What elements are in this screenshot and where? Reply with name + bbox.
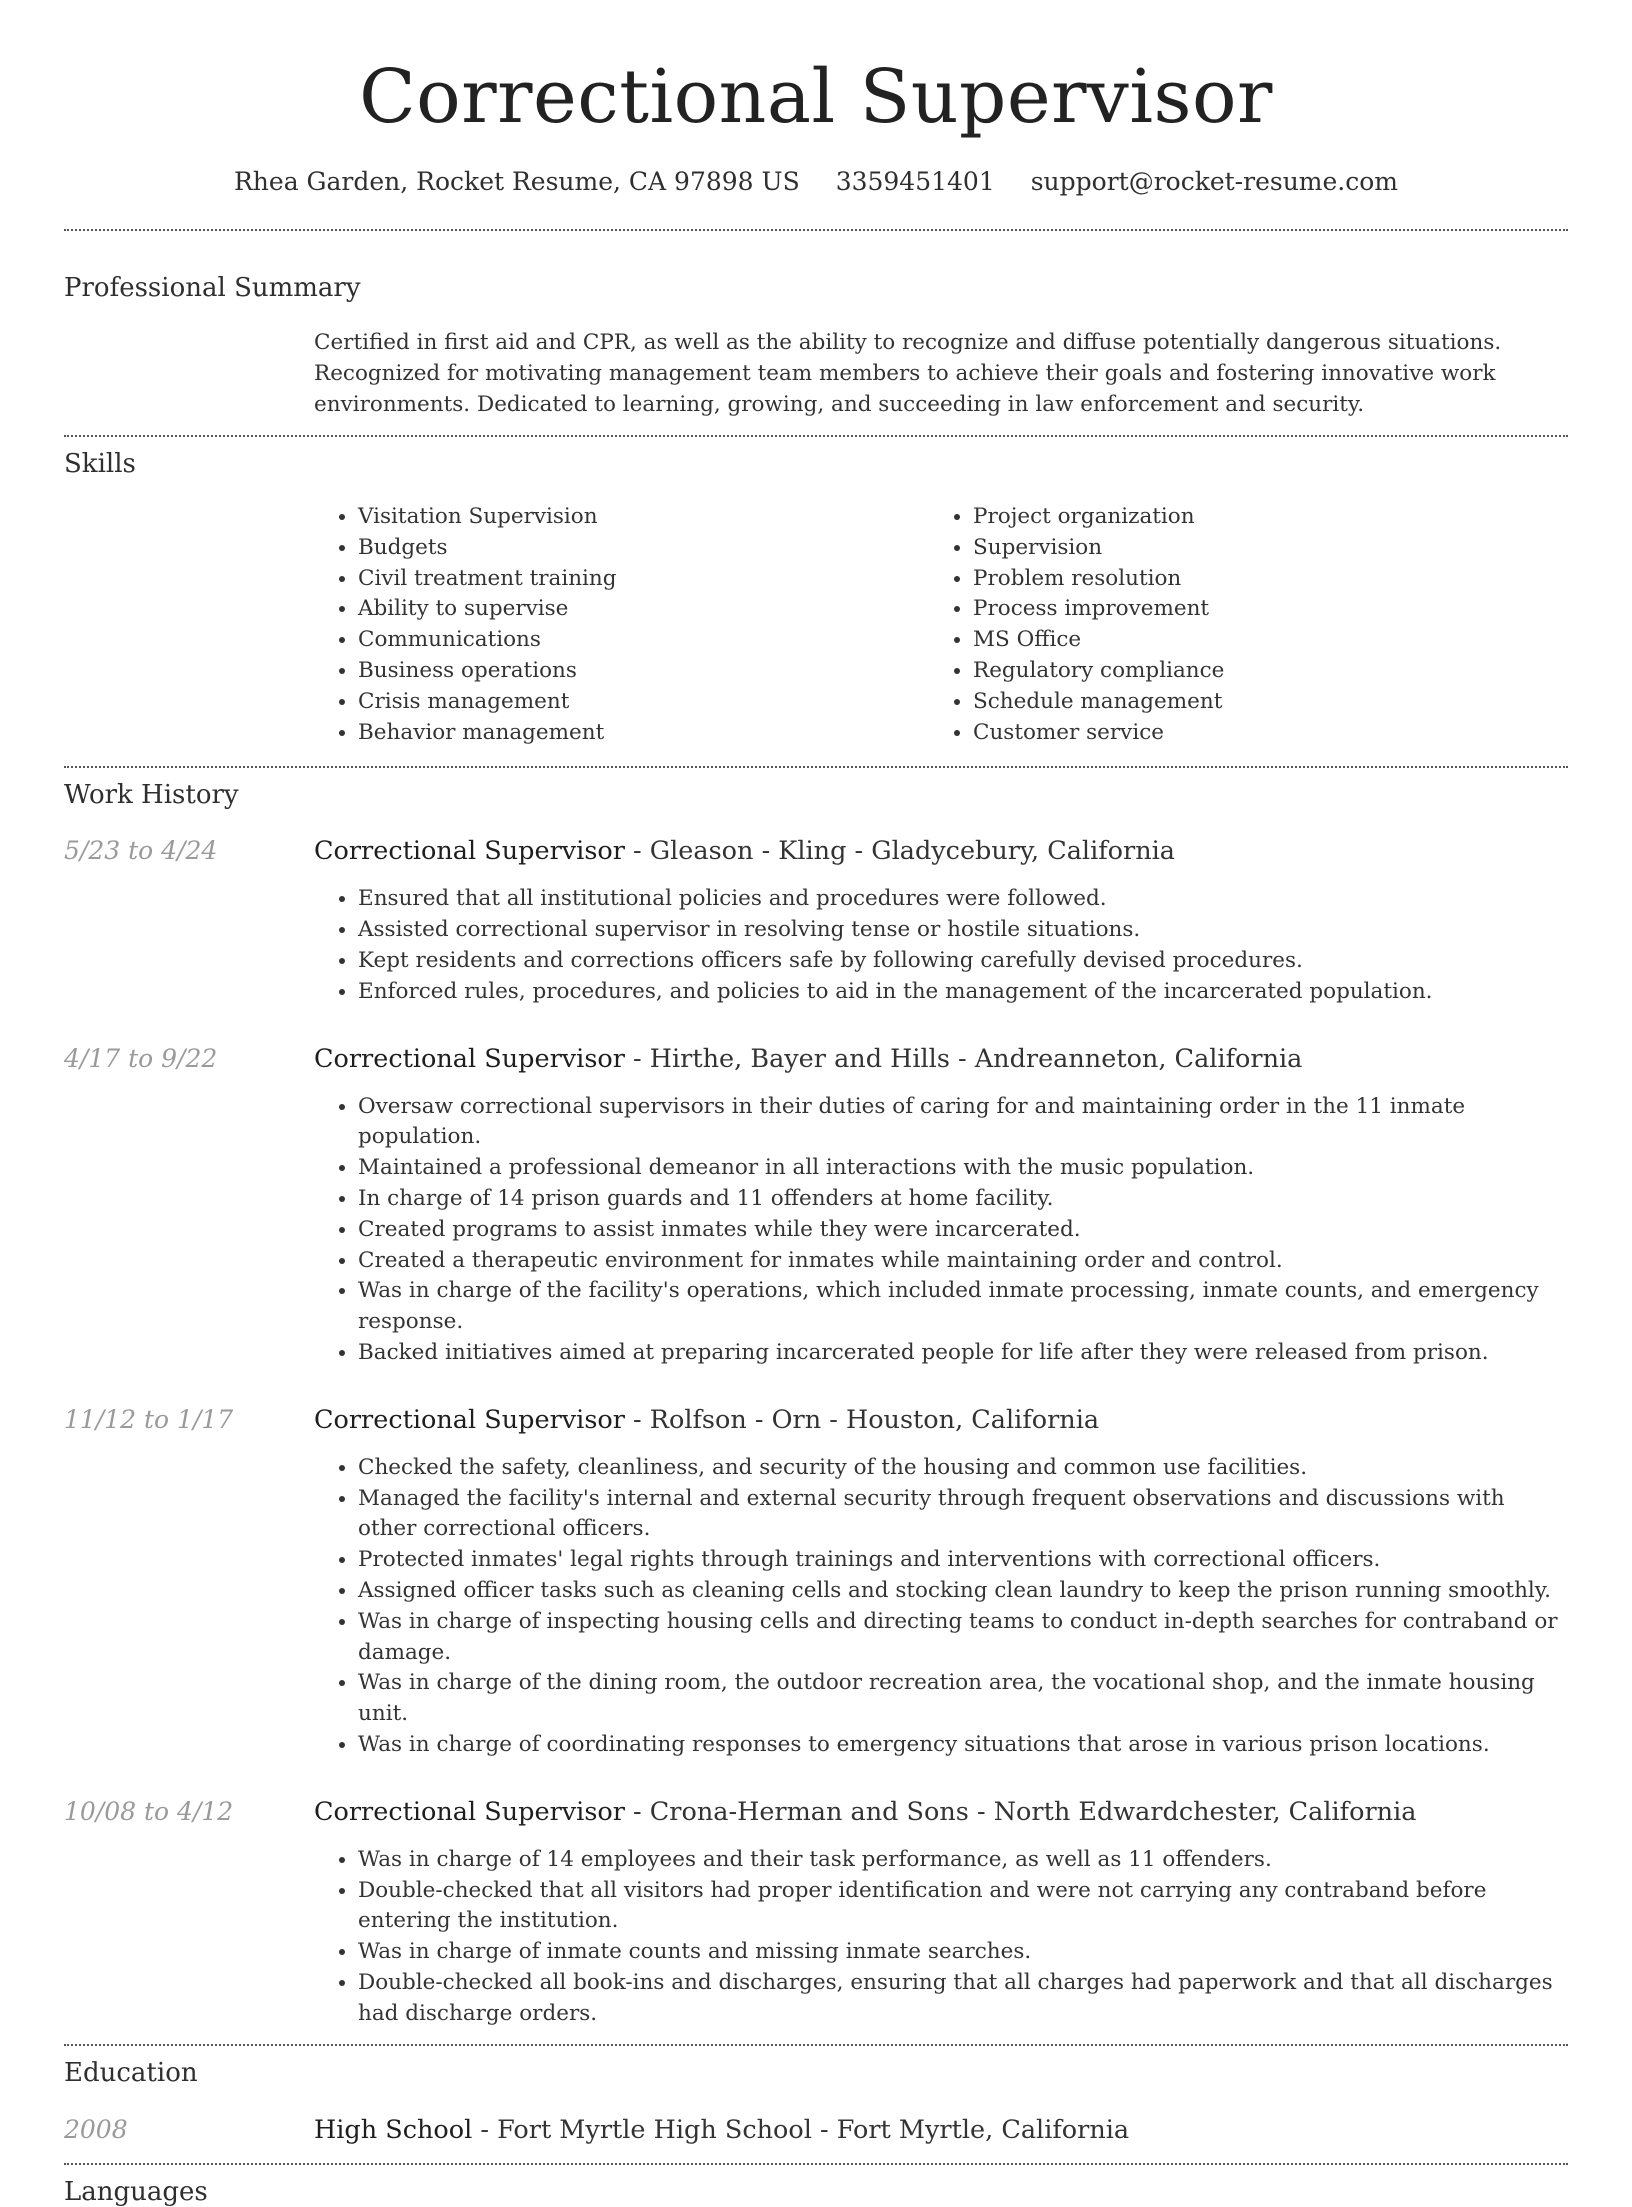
work-entry-role: Correctional Supervisor xyxy=(314,1796,625,1827)
work-bullet: • Oversaw correctional supervisors in their duties of caring for and maintaining order in the 11 inmate population. xyxy=(358,1092,1568,1154)
education-heading: Education xyxy=(64,2058,198,2089)
skill-item: • Project organization xyxy=(973,502,1544,533)
work-entry-title xyxy=(314,1797,1568,1827)
education-entry xyxy=(64,2115,1568,2145)
skills-column-left xyxy=(314,502,929,748)
divider xyxy=(64,766,1568,768)
resume-page xyxy=(64,0,1568,2207)
work-entry xyxy=(64,1405,1568,1761)
skill-item: • Regulatory compliance xyxy=(973,656,1544,687)
work-history-heading: Work History xyxy=(64,780,239,811)
work-entry xyxy=(64,1797,1568,2030)
work-entry-bullets xyxy=(314,1845,1568,2030)
skill-item: • MS Office xyxy=(973,625,1544,656)
skill-item: • Civil treatment training xyxy=(358,564,929,595)
education-school: - Fort Myrtle High School - Fort Myrtle, California xyxy=(472,2115,1130,2146)
contact-line xyxy=(64,167,1568,196)
work-bullet: • Was in charge of inmate counts and missing inmate searches. xyxy=(358,1937,1568,1968)
work-bullet: • Double-checked that all visitors had proper identification and were not carrying any contraband before entering the institution. xyxy=(358,1876,1568,1938)
skills-heading: Skills xyxy=(64,449,136,479)
skill-item: • Budgets xyxy=(358,533,929,564)
education-date: 2008 xyxy=(64,2115,128,2145)
work-entry xyxy=(64,836,1568,1007)
work-bullet: • Checked the safety, cleanliness, and security of the housing and common use facilities. xyxy=(358,1453,1568,1484)
work-entry-date: 10/08 to 4/12 xyxy=(64,1796,234,1826)
work-bullet: • Maintained a professional demeanor in all interactions with the music population. xyxy=(358,1153,1568,1184)
work-entry-bullets xyxy=(314,1453,1568,1761)
work-bullet: • Was in charge of inspecting housing cells and directing teams to conduct in-depth searches for contraband or damage. xyxy=(358,1607,1568,1669)
work-bullet: • Assigned officer tasks such as cleaning cells and stocking clean laundry to keep the prison running smoothly. xyxy=(358,1576,1568,1607)
skill-item: • Problem resolution xyxy=(973,564,1544,595)
summary-text: Certified in first aid and CPR, as well as the ability to recognize and diffuse potentially dangerous situations. Recognized for motivating management team members to achieve their goals and fostering innovative work environments. Dedicated to learning, growing, and succeeding in law enforcement and security. xyxy=(314,330,1502,417)
skill-item: • Visitation Supervision xyxy=(358,502,929,533)
skill-item: • Process improvement xyxy=(973,594,1544,625)
work-entry-bullets xyxy=(314,884,1568,1007)
work-history-list xyxy=(64,836,1568,2029)
contact-address: Rhea Garden, Rocket Resume, CA 97898 US xyxy=(233,167,800,196)
work-bullet: • Assisted correctional supervisor in resolving tense or hostile situations. xyxy=(358,915,1568,946)
skills-list xyxy=(314,502,1568,748)
work-bullet: • Protected inmates' legal rights through trainings and interventions with correctional officers. xyxy=(358,1545,1568,1576)
divider xyxy=(64,435,1568,437)
work-bullet: • In charge of 14 prison guards and 11 offenders at home facility. xyxy=(358,1184,1568,1215)
work-bullet: • Created programs to assist inmates while they were incarcerated. xyxy=(358,1215,1568,1246)
work-entry xyxy=(64,1044,1568,1369)
skill-item: • Ability to supervise xyxy=(358,594,929,625)
divider xyxy=(64,229,1568,231)
skill-item: • Customer service xyxy=(973,718,1544,749)
contact-email: support@rocket-resume.com xyxy=(1030,167,1399,196)
work-entry-role: Correctional Supervisor xyxy=(314,1043,625,1074)
work-entry-title xyxy=(314,1405,1568,1435)
work-entry-role: Correctional Supervisor xyxy=(314,836,625,867)
summary-heading: Professional Summary xyxy=(64,273,361,303)
work-bullet: • Double-checked all book-ins and discharges, ensuring that all charges had paperwork and that all discharges had discharge orders. xyxy=(358,1968,1568,2030)
education-title xyxy=(314,2115,1568,2145)
divider xyxy=(64,2163,1568,2165)
skill-item: • Communications xyxy=(358,625,929,656)
work-bullet: • Backed initiatives aimed at preparing incarcerated people for life after they were released from prison. xyxy=(358,1338,1568,1369)
work-entry-employer: - Rolfson - Orn - Houston, California xyxy=(624,1404,1100,1435)
work-bullet: • Managed the facility's internal and external security through frequent observations and discussions with other correctional officers. xyxy=(358,1484,1568,1546)
divider xyxy=(64,2044,1568,2046)
skill-item: • Crisis management xyxy=(358,687,929,718)
work-entry-title xyxy=(314,836,1568,866)
contact-phone: 3359451401 xyxy=(835,167,995,196)
skill-item: • Supervision xyxy=(973,533,1544,564)
work-bullet: • Was in charge of the facility's operations, which included inmate processing, inmate counts, and emergency response. xyxy=(358,1276,1568,1338)
work-bullet: • Kept residents and corrections officers safe by following carefully devised procedures. xyxy=(358,946,1568,977)
languages-heading: Languages xyxy=(64,2177,208,2207)
work-bullet: • Ensured that all institutional policies and procedures were followed. xyxy=(358,884,1568,915)
work-entry-title xyxy=(314,1044,1568,1074)
work-entry-bullets xyxy=(314,1092,1568,1369)
resume-name: Correctional Supervisor xyxy=(359,54,1273,140)
education-degree: High School xyxy=(314,2115,473,2146)
work-bullet: • Was in charge of 14 employees and their task performance, as well as 11 offenders. xyxy=(358,1845,1568,1876)
work-entry-employer: - Hirthe, Bayer and Hills - Andreanneton, California xyxy=(624,1043,1303,1074)
work-entry-role: Correctional Supervisor xyxy=(314,1404,625,1435)
skills-column-right xyxy=(929,502,1544,748)
work-bullet: • Was in charge of coordinating responses to emergency situations that arose in various prison locations. xyxy=(358,1730,1568,1761)
work-bullet: • Created a therapeutic environment for inmates while maintaining order and control. xyxy=(358,1246,1568,1277)
work-entry-date: 5/23 to 4/24 xyxy=(64,836,218,866)
work-entry-date: 11/12 to 1/17 xyxy=(64,1404,234,1434)
skill-item: • Schedule management xyxy=(973,687,1544,718)
work-bullet: • Was in charge of the dining room, the outdoor recreation area, the vocational shop, and the inmate housing unit. xyxy=(358,1668,1568,1730)
work-entry-date: 4/17 to 9/22 xyxy=(64,1043,218,1073)
work-entry-employer: - Crona-Herman and Sons - North Edwardchester, California xyxy=(624,1796,1417,1827)
work-entry-employer: - Gleason - Kling - Gladycebury, California xyxy=(624,836,1176,867)
skill-item: • Behavior management xyxy=(358,718,929,749)
work-bullet: • Enforced rules, procedures, and policies to aid in the management of the incarcerated population. xyxy=(358,977,1568,1008)
skill-item: • Business operations xyxy=(358,656,929,687)
